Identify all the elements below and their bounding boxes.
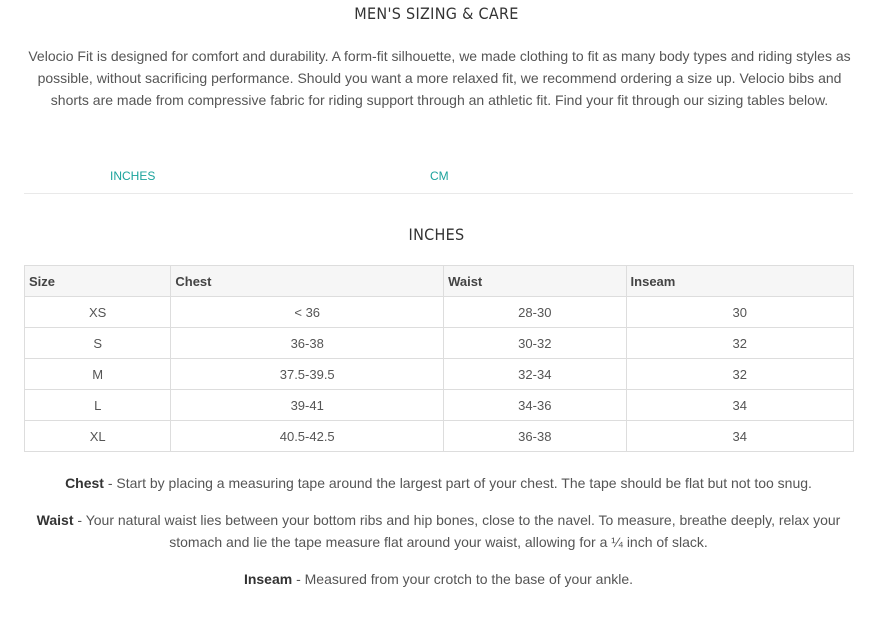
cell-inseam: 34	[626, 421, 853, 452]
note-inseam-text: - Measured from your crotch to the base of your ankle.	[292, 571, 634, 587]
tab-cm[interactable]: CM	[430, 169, 449, 183]
note-chest	[24, 472, 853, 494]
cell-inseam: 30	[626, 297, 853, 328]
intro-paragraph: Velocio Fit is designed for comfort and durability. A form-fit silhouette, we made clothing to fit as many body types and riding styles as possible, without sacrificing performance. Should you want a more relaxed fit, we recommend ordering a size up. Velocio bibs and shorts are made from compressive fabric for riding support through an athletic fit. Find your fit through our sizing tables below.	[28, 48, 851, 108]
cell-inseam: 34	[626, 390, 853, 421]
cell-inseam: 32	[626, 328, 853, 359]
cell-chest: 39-41	[171, 390, 444, 421]
column-header-size: Size	[25, 266, 171, 297]
cell-waist: 30-32	[444, 328, 626, 359]
column-header-waist: Waist	[444, 266, 626, 297]
cell-waist: 36-38	[444, 421, 626, 452]
column-header-chest: Chest	[171, 266, 444, 297]
note-chest-label: Chest	[65, 475, 104, 491]
cell-size: M	[25, 359, 171, 390]
cell-chest: < 36	[171, 297, 444, 328]
table-row	[25, 359, 854, 390]
cell-size: S	[25, 328, 171, 359]
tab-inches[interactable]: INCHES	[110, 169, 156, 183]
table-row	[25, 328, 854, 359]
note-chest-text: - Start by placing a measuring tape around the largest part of your chest. The tape should be flat but not too snug.	[103, 475, 812, 491]
cell-waist: 34-36	[444, 390, 626, 421]
table-row	[25, 297, 854, 328]
note-waist	[24, 509, 853, 553]
cell-size: XS	[25, 297, 171, 328]
cell-chest: 37.5-39.5	[171, 359, 444, 390]
note-inseam-label: Inseam	[243, 571, 293, 587]
table-row	[25, 390, 854, 421]
page-title: MEN'S SIZING & CARE	[354, 4, 519, 23]
column-header-inseam: Inseam	[626, 266, 853, 297]
note-inseam	[24, 568, 853, 590]
cell-waist: 32-34	[444, 359, 626, 390]
note-waist-text: - Your natural waist lies between your bottom ribs and hip bones, close to the navel. To measure, breathe deeply, relax your stomach and lie the tape measure flat around your waist, allowing for a ¼ inch of slack.	[73, 512, 841, 550]
note-waist-label: Waist	[36, 512, 74, 528]
table-header-row	[25, 266, 854, 297]
section-title: INCHES	[408, 225, 465, 244]
cell-chest: 40.5-42.5	[171, 421, 444, 452]
cell-waist: 28-30	[444, 297, 626, 328]
cell-inseam: 32	[626, 359, 853, 390]
unit-tabs	[24, 165, 853, 194]
cell-size: XL	[25, 421, 171, 452]
table-row	[25, 421, 854, 452]
size-table	[24, 265, 854, 452]
cell-size: L	[25, 390, 171, 421]
cell-chest: 36-38	[171, 328, 444, 359]
